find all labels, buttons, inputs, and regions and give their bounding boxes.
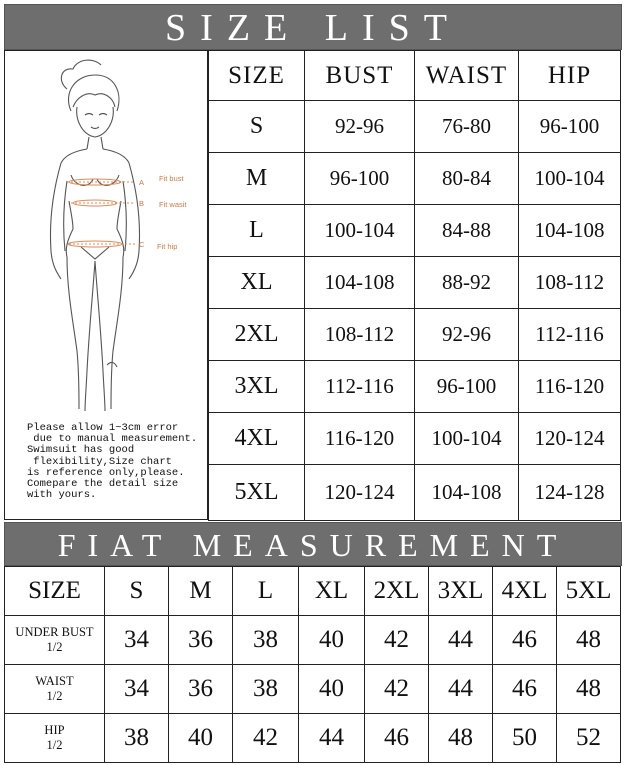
flat-value-cell: 38: [233, 665, 299, 714]
flat-value-cell: 48: [557, 665, 621, 714]
size-table-header-cell: BUST: [305, 51, 415, 101]
size-table-row: [209, 101, 621, 153]
flat-value-cell: 42: [365, 665, 429, 714]
fit-hip-label: Fit hip: [157, 242, 178, 251]
flat-value-cell: 36: [169, 616, 233, 665]
size-table-header-cell: HIP: [519, 51, 621, 101]
size-table-header-cell: WAIST: [415, 51, 519, 101]
fit-waist-label: Fit wasit: [159, 200, 187, 209]
size-label-cell: M: [209, 153, 305, 205]
measurement-cell: 104-108: [415, 465, 519, 521]
size-list-section: [4, 50, 620, 520]
size-label-cell: L: [209, 205, 305, 257]
fit-bust-label: Fit bust: [159, 174, 184, 183]
flat-value-cell: 44: [429, 616, 493, 665]
flat-table-header-cell: SIZE: [5, 567, 105, 616]
flat-table-header-cell: S: [105, 567, 169, 616]
flat-value-cell: 44: [299, 714, 365, 763]
flat-table-row: [5, 616, 621, 665]
flat-value-cell: 48: [557, 616, 621, 665]
flat-value-cell: 40: [299, 616, 365, 665]
size-table-row: [209, 257, 621, 309]
size-label-cell: XL: [209, 257, 305, 309]
flat-measurement-title: FIAT MEASUREMENT: [57, 527, 569, 563]
measurement-cell: 96-100: [305, 153, 415, 205]
measurement-cell: 120-124: [305, 465, 415, 521]
size-label-cell: 4XL: [209, 413, 305, 465]
size-list-table: [208, 50, 621, 521]
size-table-row: [209, 205, 621, 257]
measurement-cell: 104-108: [519, 205, 621, 257]
measurement-cell: 104-108: [305, 257, 415, 309]
fit-marker-a: A: [139, 178, 145, 187]
size-table-row: [209, 361, 621, 413]
measurement-note: Please allow 1~3cm error due to manual measurement. Swimsuit has good flexibility,Size chart is reference only,please. Comepare the detail size with yours.: [27, 422, 198, 502]
flat-value-cell: 42: [365, 616, 429, 665]
flat-value-cell: 46: [365, 714, 429, 763]
measurement-cell: 100-104: [305, 205, 415, 257]
flat-table-row: [5, 665, 621, 714]
flat-table-row: [5, 714, 621, 763]
measurement-cell: 92-96: [415, 309, 519, 361]
flat-value-cell: 40: [299, 665, 365, 714]
measurement-cell: 112-116: [519, 309, 621, 361]
flat-row-label-line: 1/2: [46, 689, 63, 703]
flat-table-header-cell: 2XL: [365, 567, 429, 616]
measurement-cell: 96-100: [519, 101, 621, 153]
flat-value-cell: 38: [105, 714, 169, 763]
flat-table-header-cell: 5XL: [557, 567, 621, 616]
size-table-row: [209, 153, 621, 205]
measurement-cell: 116-120: [519, 361, 621, 413]
size-list-banner: [4, 4, 622, 50]
flat-value-cell: 44: [429, 665, 493, 714]
size-table-row: [209, 413, 621, 465]
measurement-cell: 80-84: [415, 153, 519, 205]
flat-row-label-line: WAIST: [35, 674, 74, 688]
flat-measurement-banner: [4, 522, 622, 566]
measurement-cell: 108-112: [519, 257, 621, 309]
flat-row-label-line: 1/2: [46, 738, 63, 752]
flat-measurement-table: [4, 566, 621, 763]
size-label-cell: 3XL: [209, 361, 305, 413]
measurement-cell: 96-100: [415, 361, 519, 413]
measurement-cell: 76-80: [415, 101, 519, 153]
flat-value-cell: 42: [233, 714, 299, 763]
flat-value-cell: 38: [233, 616, 299, 665]
measurement-cell: 112-116: [305, 361, 415, 413]
flat-table-header-cell: L: [233, 567, 299, 616]
flat-value-cell: 48: [429, 714, 493, 763]
size-list-title: SIZE LIST: [165, 7, 461, 49]
flat-value-cell: 46: [493, 665, 557, 714]
size-table-row: [209, 465, 621, 521]
flat-value-cell: 34: [105, 616, 169, 665]
flat-row-label-line: 1/2: [46, 640, 63, 654]
body-outline-illustration: [5, 51, 207, 419]
measurement-cell: 108-112: [305, 309, 415, 361]
size-table-header-row: [209, 51, 621, 101]
flat-value-cell: 36: [169, 665, 233, 714]
flat-table-header-row: [5, 567, 621, 616]
measurement-cell: 120-124: [519, 413, 621, 465]
measurement-cell: 92-96: [305, 101, 415, 153]
flat-value-cell: 46: [493, 616, 557, 665]
flat-table-header-cell: XL: [299, 567, 365, 616]
size-table-header-cell: SIZE: [209, 51, 305, 101]
size-table-row: [209, 309, 621, 361]
size-label-cell: 2XL: [209, 309, 305, 361]
fit-marker-b: B: [139, 199, 145, 208]
flat-table-header-cell: 4XL: [493, 567, 557, 616]
flat-row-label-line: HIP: [44, 723, 65, 737]
measurement-cell: 124-128: [519, 465, 621, 521]
flat-row-label-line: UNDER BUST: [15, 625, 94, 639]
flat-value-cell: 52: [557, 714, 621, 763]
flat-value-cell: 50: [493, 714, 557, 763]
flat-row-label: [5, 616, 105, 665]
measurement-cell: 100-104: [415, 413, 519, 465]
body-figure-panel: [4, 50, 208, 520]
size-label-cell: S: [209, 101, 305, 153]
flat-measurement-section: [4, 566, 620, 762]
measurement-cell: 88-92: [415, 257, 519, 309]
flat-row-label: [5, 714, 105, 763]
size-label-cell: 5XL: [209, 465, 305, 521]
measurement-cell: 84-88: [415, 205, 519, 257]
measurement-cell: 116-120: [305, 413, 415, 465]
flat-value-cell: 34: [105, 665, 169, 714]
measurement-cell: 100-104: [519, 153, 621, 205]
flat-table-header-cell: 3XL: [429, 567, 493, 616]
fit-marker-c: C: [139, 240, 145, 249]
flat-table-header-cell: M: [169, 567, 233, 616]
flat-value-cell: 40: [169, 714, 233, 763]
flat-row-label: [5, 665, 105, 714]
